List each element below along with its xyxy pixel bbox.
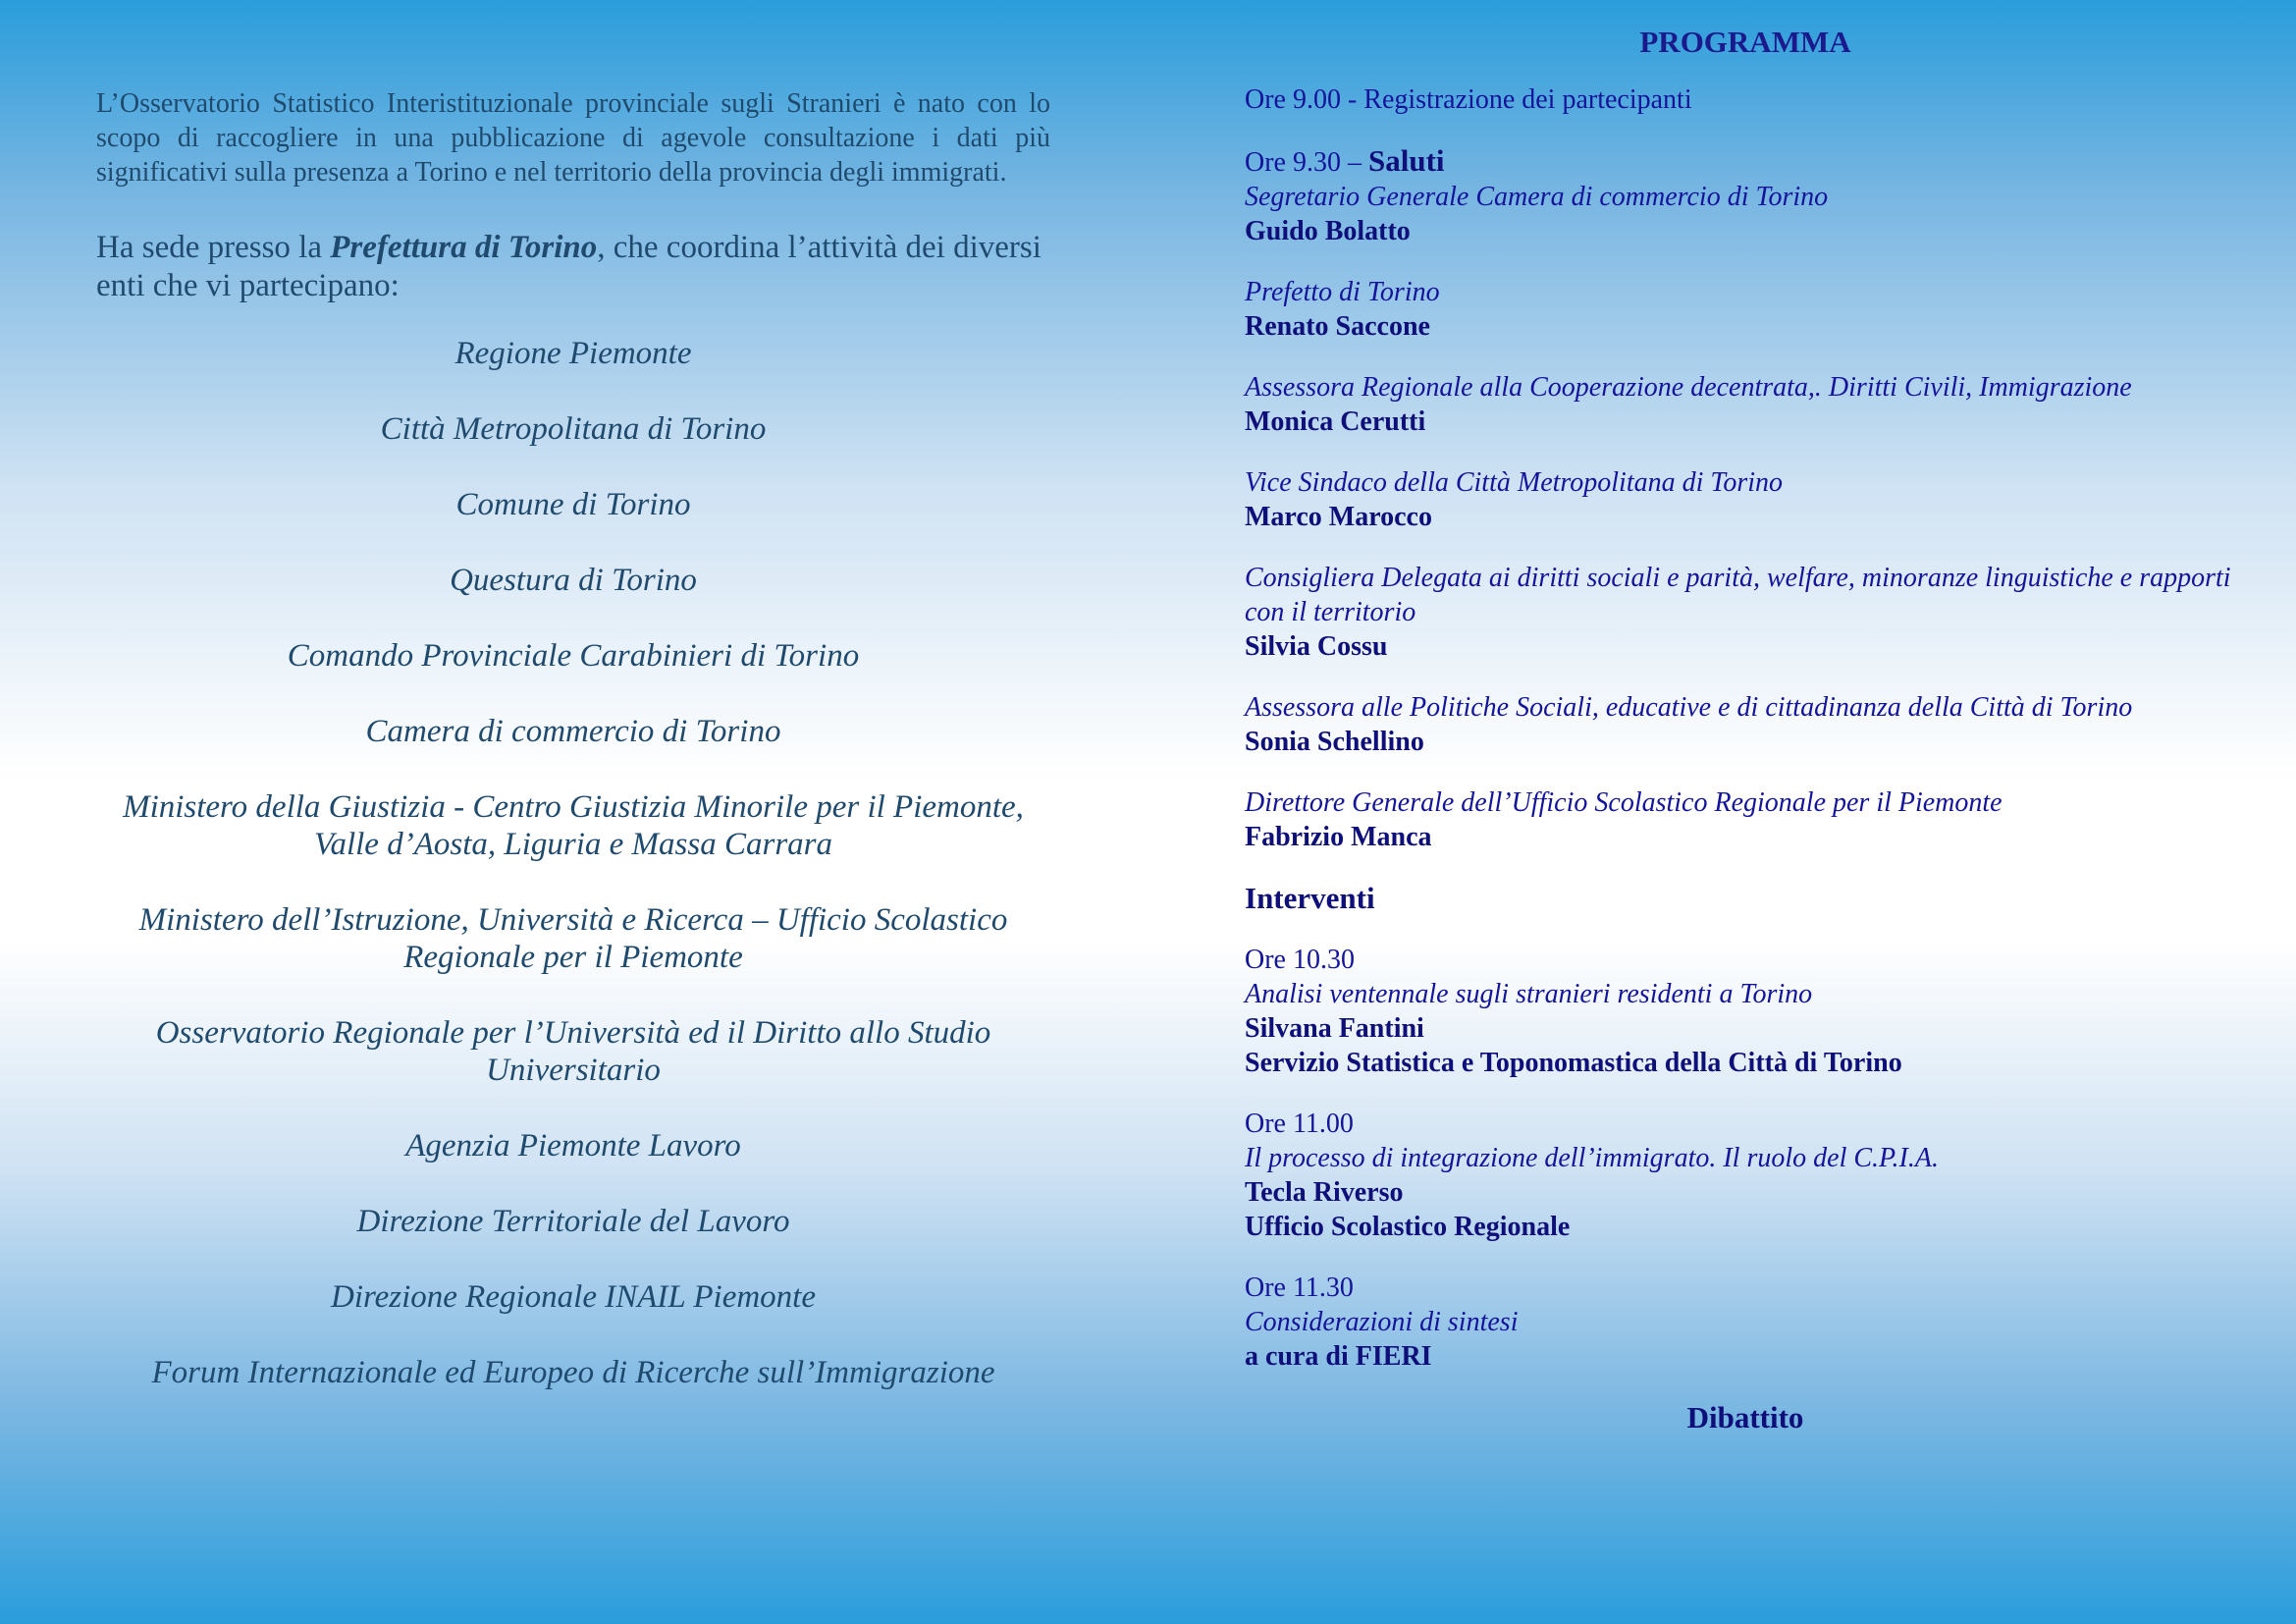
talk-title: Il processo di integrazione dell’immigrato. Il ruolo del C.P.I.A. xyxy=(1245,1143,1939,1173)
entity-item: Direzione Territoriale del Lavoro xyxy=(356,1204,790,1239)
entity-item: Agenzia Piemonte Lavoro xyxy=(405,1128,741,1164)
left-column xyxy=(96,86,1050,1430)
entity-item: Forum Internazionale ed Europeo di Ricerche sull’Immigrazione xyxy=(151,1355,995,1390)
entity-item: Ministero dell’Istruzione, Università e Ricerca – Ufficio Scolastico Regionale per il Piemonte xyxy=(138,902,1008,975)
speaker-name: Monica Cerutti xyxy=(1245,406,1426,437)
talk-title: Analisi ventennale sugli stranieri residenti a Torino xyxy=(1245,979,1813,1009)
talk-speaker: a cura di FIERI xyxy=(1245,1341,1432,1372)
speaker-role: Segretario Generale Camera di commercio di Torino xyxy=(1245,182,1829,212)
intro-paragraph: L’Osservatorio Statistico Interistituzionale provinciale sugli Stranieri è nato con lo scopo di raccogliere in una pubblicazione di agevole consultazione i dati più significativi sulla presenza a Torino e nel territorio della provincia degli immigrati. xyxy=(96,88,1050,188)
entity-item: Direzione Regionale INAIL Piemonte xyxy=(331,1279,816,1315)
speaker-role: Direttore Generale dell’Ufficio Scolastico Regionale per il Piemonte xyxy=(1245,787,2002,818)
entity-list xyxy=(96,335,1050,1391)
greetings-block xyxy=(1245,143,2246,248)
greetings-heading xyxy=(1245,143,2246,180)
registration-line: Ore 9.00 - Registrazione dei partecipanti xyxy=(1245,84,1692,115)
entity-item: Ministero della Giustizia - Centro Giustizia Minorile per il Piemonte, Valle d’Aosta, Liguria e Massa Carrara xyxy=(123,789,1024,862)
talk-block xyxy=(1245,1271,2246,1374)
speaker-role: Consigliera Delegata ai diritti sociali e parità, welfare, minoranze linguistiche e rapporti con il territorio xyxy=(1245,563,2231,627)
speaker-block xyxy=(1245,275,2246,344)
talk-time: Ore 10.30 xyxy=(1245,945,1355,975)
speaker-block xyxy=(1245,561,2246,664)
sede-text-before: Ha sede presso la xyxy=(96,230,331,265)
greetings-time: Ore 9.30 – xyxy=(1245,147,1368,178)
entity-item: Questura di Torino xyxy=(450,563,697,598)
talk-block xyxy=(1245,943,2246,1080)
speaker-block xyxy=(1245,690,2246,759)
talk-time: Ore 11.30 xyxy=(1245,1272,1354,1303)
speaker-role: Vice Sindaco della Città Metropolitana di Torino xyxy=(1245,467,1784,498)
program-column xyxy=(1245,25,2246,1435)
speaker-role: Assessora Regionale alla Cooperazione decentrata,. Diritti Civili, Immigrazione xyxy=(1245,372,2132,403)
speaker-role: Prefetto di Torino xyxy=(1245,277,1440,307)
talk-speaker: Silvana Fantini xyxy=(1245,1013,1424,1044)
speaker-name: Sonia Schellino xyxy=(1245,727,1424,757)
interventi-heading: Interventi xyxy=(1245,881,1375,915)
talk-org: Servizio Statistica e Toponomastica della Città di Torino xyxy=(1245,1048,1902,1078)
program-title: PROGRAMMA xyxy=(1639,25,1851,59)
entity-item: Comando Provinciale Carabinieri di Torino xyxy=(287,638,860,674)
speaker-name: Silvia Cossu xyxy=(1245,631,1388,662)
speaker-name: Renato Saccone xyxy=(1245,311,1430,342)
speaker-block xyxy=(1245,370,2246,439)
debate-label: Dibattito xyxy=(1686,1400,1804,1435)
talk-time: Ore 11.00 xyxy=(1245,1109,1354,1139)
speaker-name: Guido Bolatto xyxy=(1245,216,1411,246)
entity-item: Città Metropolitana di Torino xyxy=(380,411,767,447)
sede-text-after: , che coordina l’attività dei diversi enti che vi partecipano: xyxy=(96,230,1041,303)
speaker-name: Marco Marocco xyxy=(1245,502,1432,532)
sede-paragraph xyxy=(96,229,1050,305)
speaker-block xyxy=(1245,785,2246,854)
greetings-label: Saluti xyxy=(1367,143,1445,178)
entity-item: Camera di commercio di Torino xyxy=(365,714,781,749)
speaker-role: Assessora alle Politiche Sociali, educative e di cittadinanza della Città di Torino xyxy=(1245,692,2133,723)
speaker-block xyxy=(1245,465,2246,534)
talk-title: Considerazioni di sintesi xyxy=(1245,1307,1519,1337)
entity-item: Comune di Torino xyxy=(455,487,691,522)
entity-item: Osservatorio Regionale per l’Università ed il Diritto allo Studio Universitario xyxy=(155,1015,991,1088)
talk-speaker: Tecla Riverso xyxy=(1245,1177,1404,1208)
speaker-name: Fabrizio Manca xyxy=(1245,822,1432,852)
prefettura-name: Prefettura di Torino xyxy=(330,230,598,265)
entity-item: Regione Piemonte xyxy=(454,336,692,371)
talk-block xyxy=(1245,1107,2246,1244)
talk-org: Ufficio Scolastico Regionale xyxy=(1245,1212,1571,1242)
